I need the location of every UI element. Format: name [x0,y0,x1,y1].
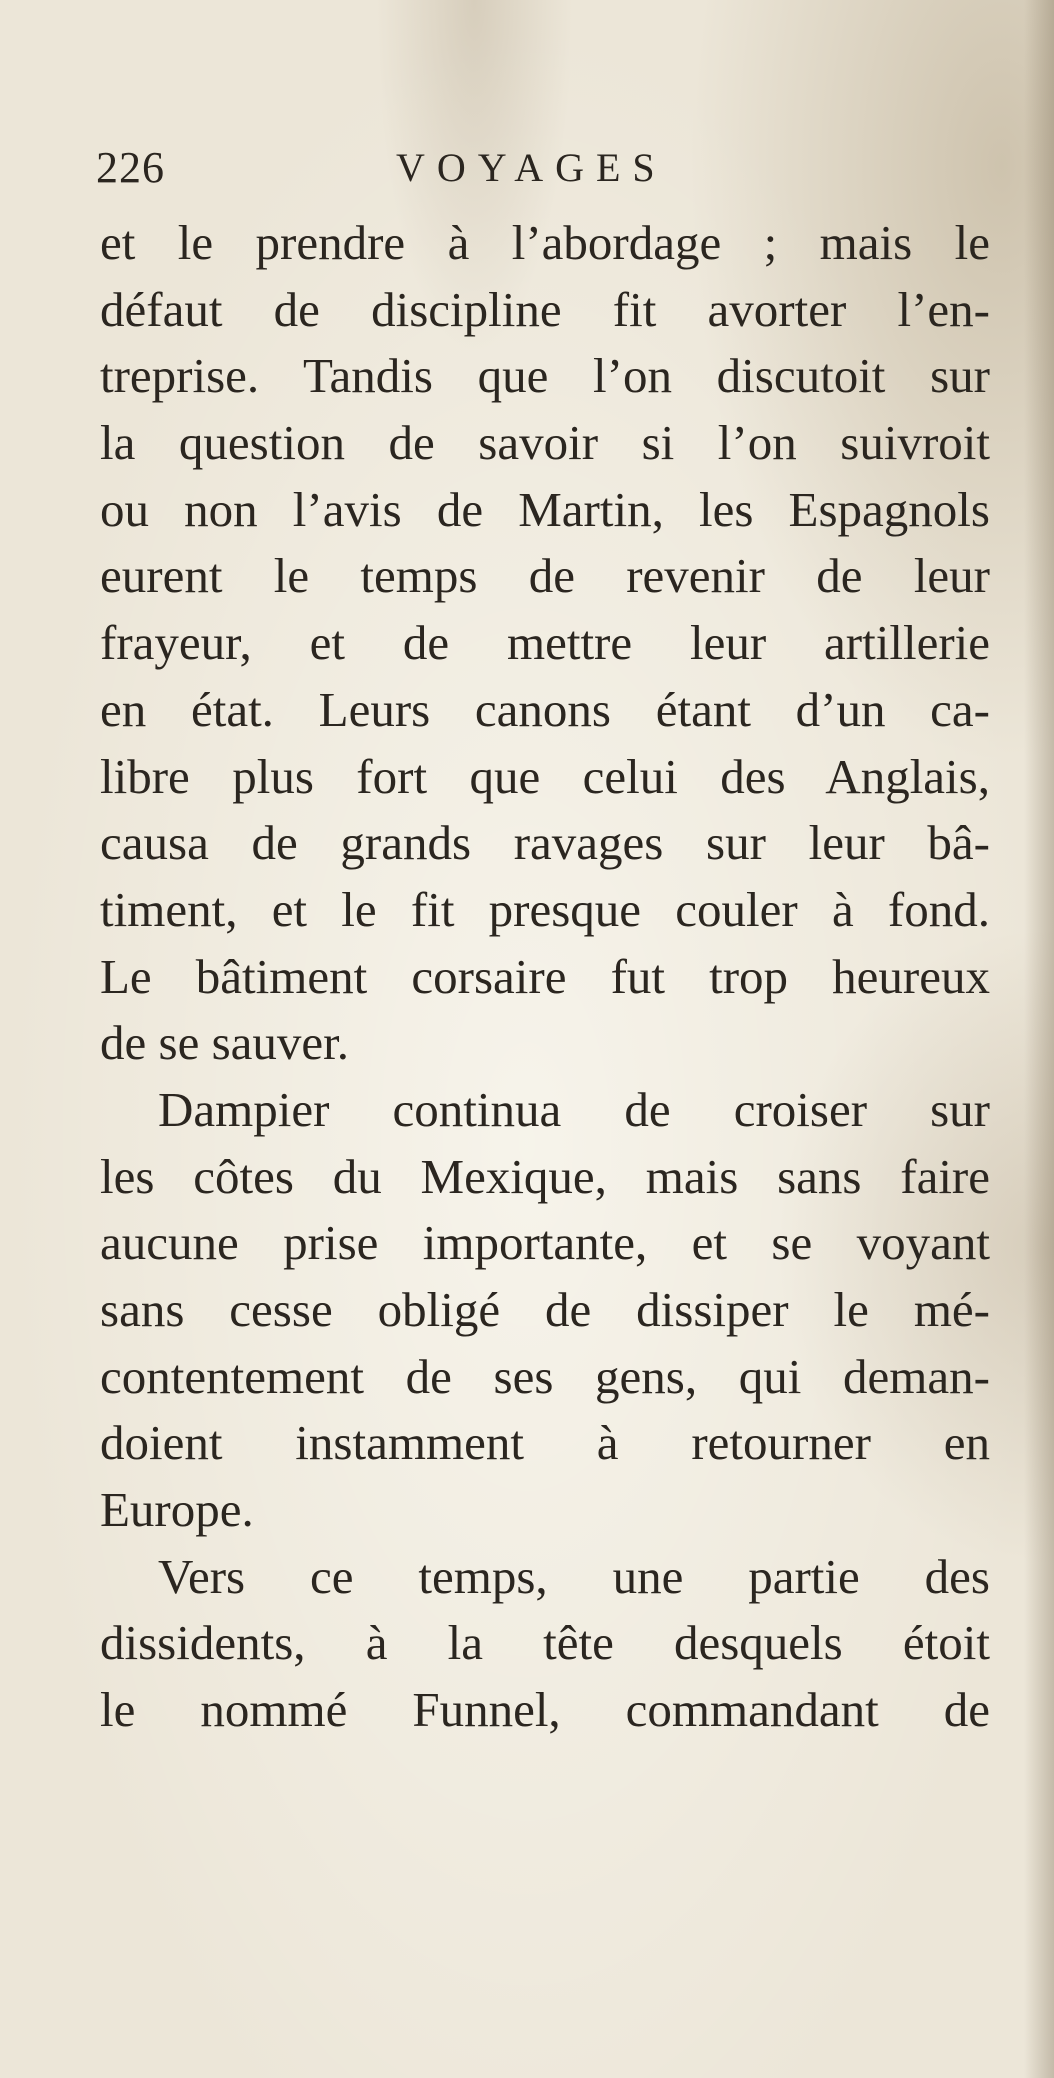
paragraph-end-line: de se sauver. [100,1015,349,1071]
page-number: 226 [96,143,165,192]
text-line: timent, et le fit presque couler à fond. [100,881,990,937]
running-head [96,138,994,198]
text-line: Le bâtiment corsaire fut trop heureux [100,948,990,1004]
text-line: sans cesse obligé de dissiper le mé- [100,1282,990,1337]
text-line: doient instamment à retourner en [100,1415,990,1471]
paragraph-end-line: Europe. [100,1482,254,1538]
text-line: ou non l’avis de Martin, les Espagnols [100,481,990,537]
text-line: en état. Leurs canons étant d’un ca- [100,681,990,737]
page-edge-shadow [1024,0,1054,2078]
text-line: le nommé Funnel, commandant de [100,1682,990,1738]
text-line: frayeur, et de mettre leur artillerie [100,615,990,671]
text-line: eurent le temps de revenir de leur [100,548,990,604]
text-line: dissidents, à la tête desquels étoit [100,1615,990,1671]
text-line: contentement de ses gens, qui deman- [100,1348,990,1404]
text-line: causa de grands ravages sur leur bâ- [100,815,990,871]
paragraph-start-line: Dampier continua de croiser sur [158,1081,990,1137]
text-line: treprise. Tandis que l’on discutoit sur [100,348,990,404]
text-line: les côtes du Mexique, mais sans faire [100,1148,990,1204]
text-line: la question de savoir si l’on suivroit [100,415,990,471]
text-line: défaut de discipline fit avorter l’en- [100,281,990,337]
body-text [100,210,990,1744]
text-line: libre plus fort que celui des Anglais, [100,748,990,804]
running-title: VOYAGES [396,145,667,190]
text-line: aucune prise importante, et se voyant [100,1215,990,1271]
paragraph-start-line: Vers ce temps, une partie des [158,1548,990,1604]
text-line: et le prendre à l’abordage ; mais le [100,215,990,270]
